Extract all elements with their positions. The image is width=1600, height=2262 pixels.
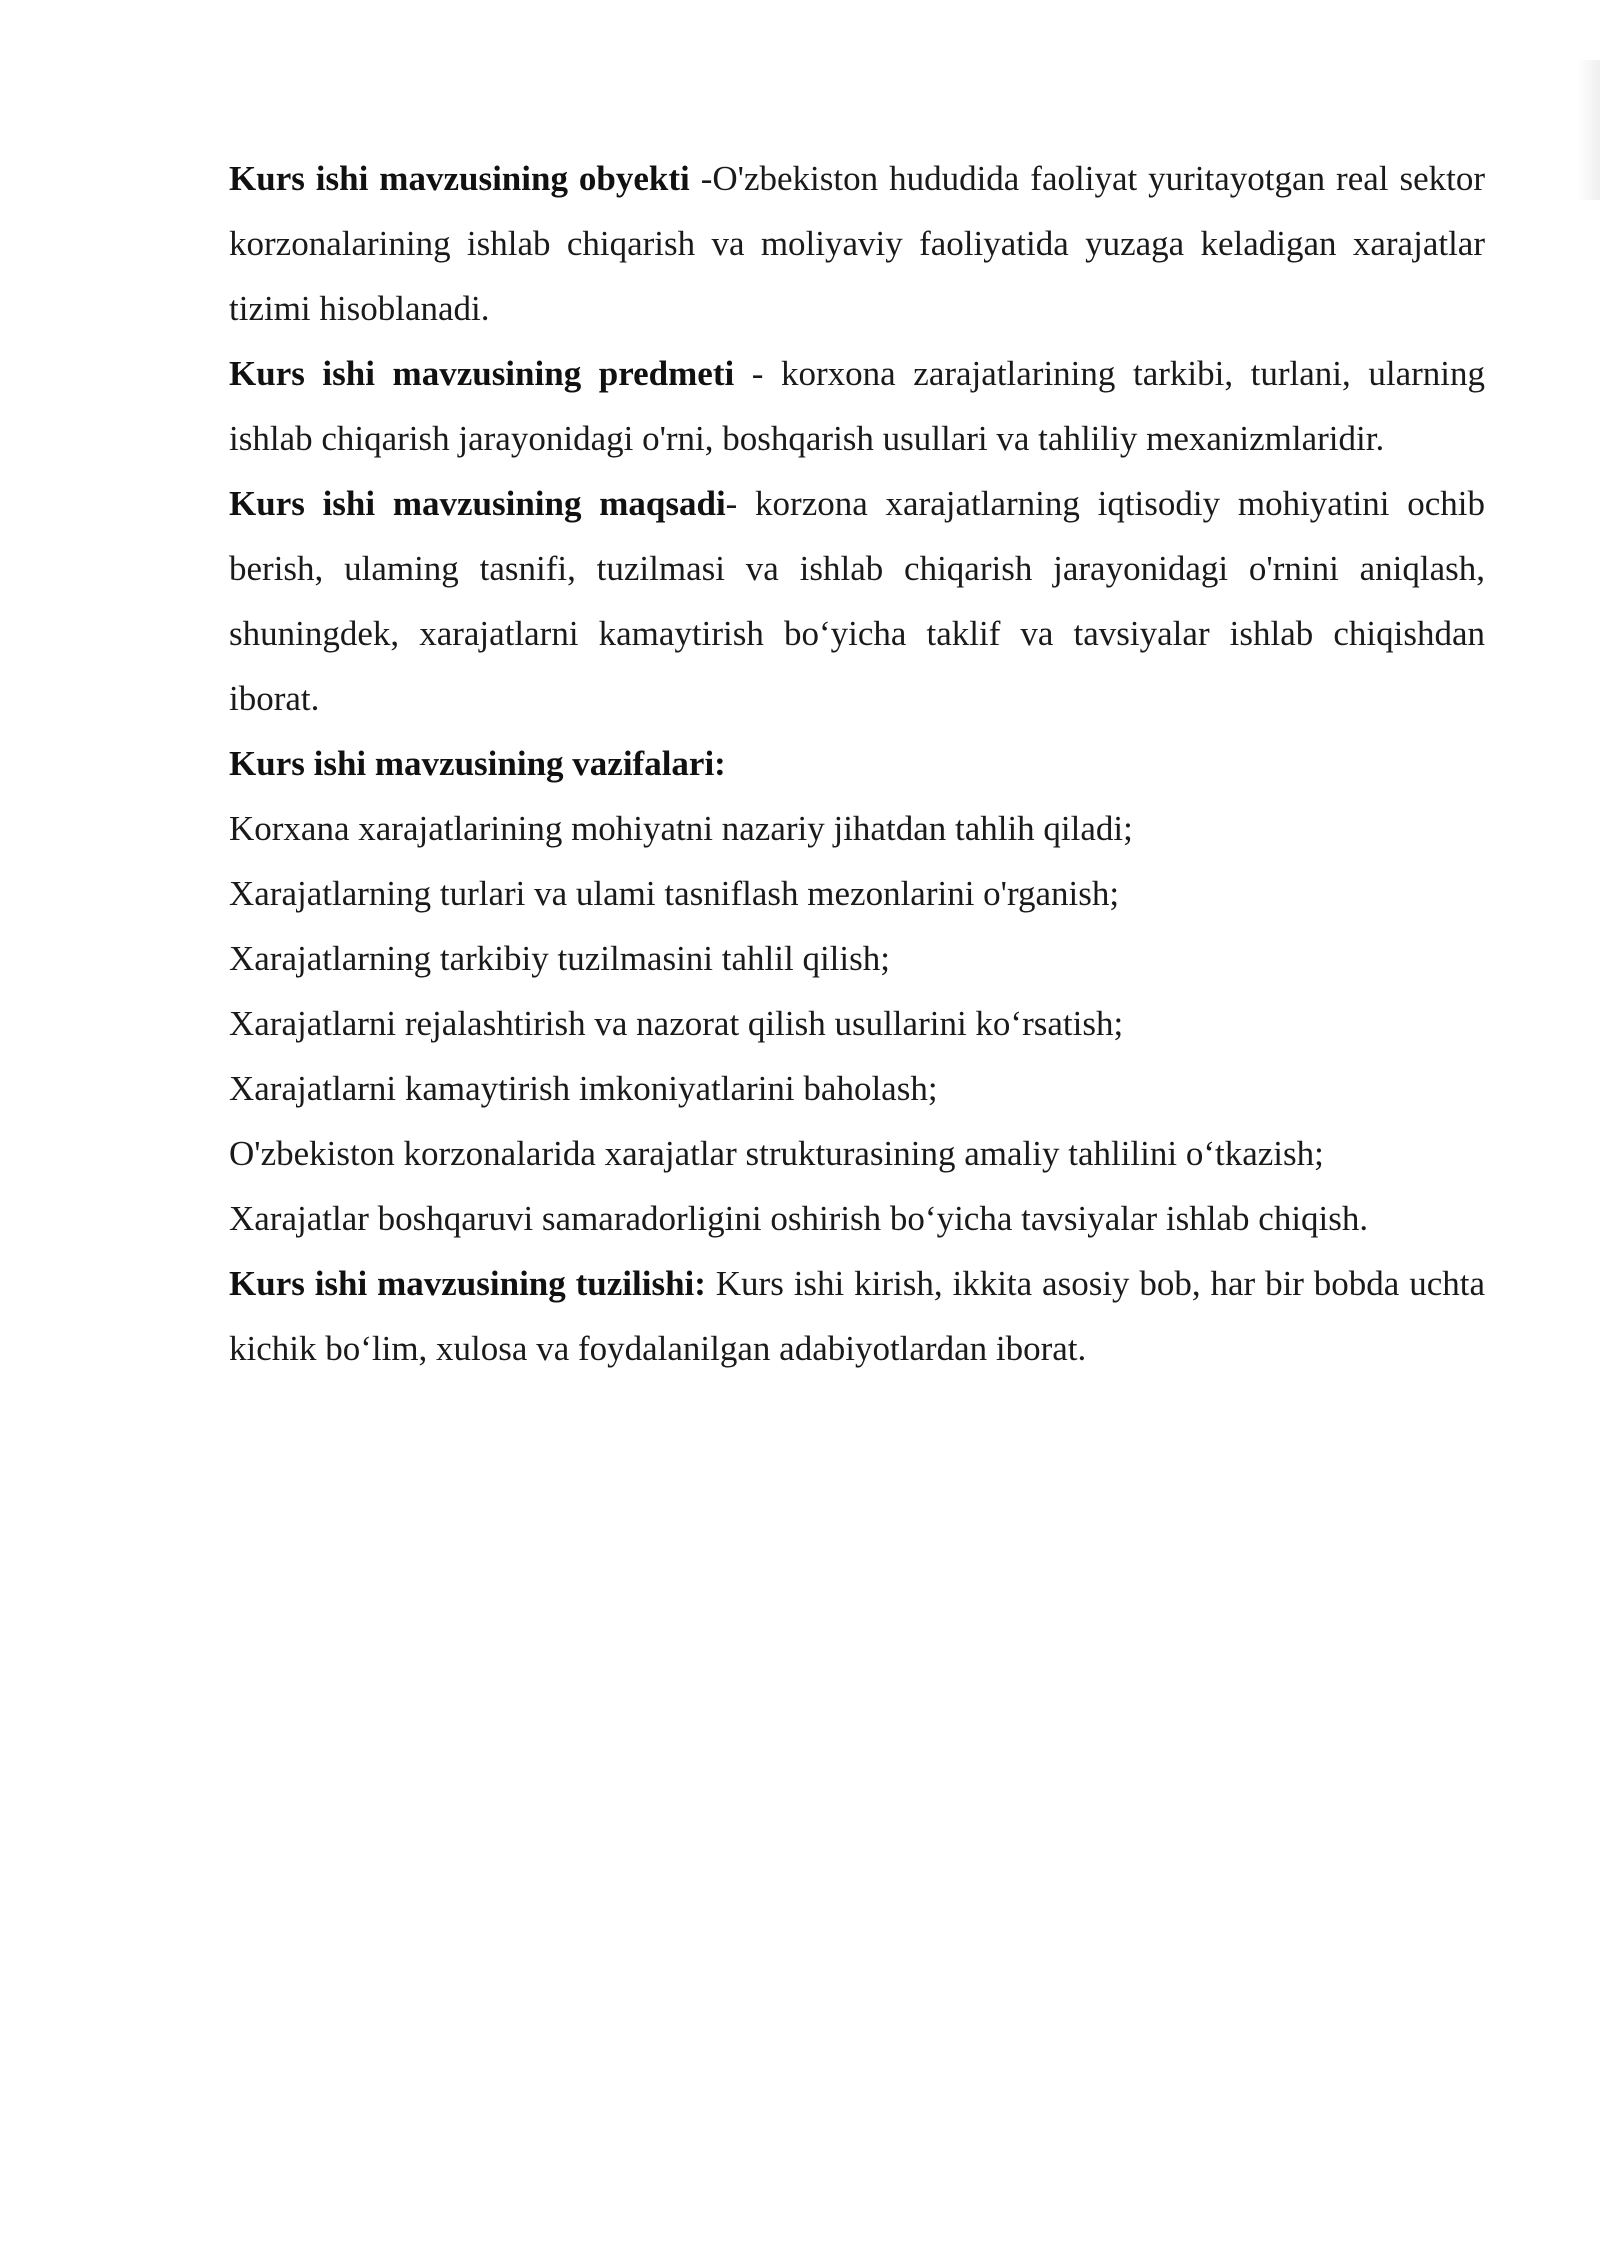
paragraph-predmet: [229, 341, 1485, 471]
task-list-item: Xarajatlarni kamaytirish imkoniyatlarini baholash;: [229, 1069, 938, 1108]
paragraph-predmet-text: - korxona zarajatlarining tarkibi, turlani, ularning ishlab chiqarish jarayonidagi o'rni, boshqarish usullari va tahliliy mexanizmlaridir.: [229, 354, 1485, 458]
paragraph-vazifalar-heading: [229, 731, 1485, 796]
paragraph-tuzilish: [229, 1251, 1485, 1381]
paragraph-obyekt-label: Kurs ishi mavzusining obyekti: [229, 159, 690, 198]
task-list-item: Xarajatlarning turlari va ulami tasniflash mezonlarini o'rganish;: [229, 874, 1120, 913]
paragraph-maqsad-label: Kurs ishi mavzusining maqsadi: [229, 484, 726, 523]
page-edge-shadow: [1578, 60, 1600, 200]
paragraph-tuzilish-text: Kurs ishi kirish, ikkita asosiy bob, har bir bobda uchta kichik bo‘lim, xulosa va foydalanilgan adabiyotlardan iborat.: [229, 1264, 1486, 1368]
paragraph-maqsad: [229, 471, 1485, 731]
task-list-item: Korxana xarajatlarining mohiyatni nazariy jihatdan tahlih qiladi;: [229, 809, 1133, 848]
document-body: [229, 146, 1485, 1381]
task-list-item: Xarajatlarning tarkibiy tuzilmasini tahlil qilish;: [229, 939, 890, 978]
task-list-item: Xarajatlar boshqaruvi samaradorligini oshirish bo‘yicha tavsiyalar ishlab chiqish.: [229, 1199, 1369, 1238]
task-list-item: O'zbekiston korzonalarida xarajatlar strukturasining amaliy tahlilini o‘tkazish;: [229, 1134, 1324, 1173]
paragraph-maqsad-text: - korzona xarajatlarning iqtisodiy mohiyatini ochib berish, ulaming tasnifi, tuzilmasi va ishlab chiqarish jarayonidagi o'rnini aniqlash, shuningdek, xarajatlarni kamaytirish bo‘yicha taklif va tavsiyalar ishlab chiqishdan iborat.: [229, 484, 1485, 718]
paragraph-tuzilish-label: Kurs ishi mavzusining tuzilishi:: [229, 1264, 706, 1303]
paragraph-obyekt-text: -O'zbekiston hududida faoliyat yuritayotgan real sektor korzonalarining ishlab chiqarish va moliyaviy faoliyatida yuzaga keladigan xarajatlar tizimi hisoblanadi.: [229, 159, 1485, 328]
paragraph-vazifalar-label: Kurs ishi mavzusining vazifalari:: [229, 744, 726, 783]
task-list-item: Xarajatlarni rejalashtirish va nazorat qilish usullarini ko‘rsatish;: [229, 1004, 1124, 1043]
paragraph-obyekt: [229, 146, 1485, 341]
paragraph-predmet-label: Kurs ishi mavzusining predmeti: [229, 354, 735, 393]
